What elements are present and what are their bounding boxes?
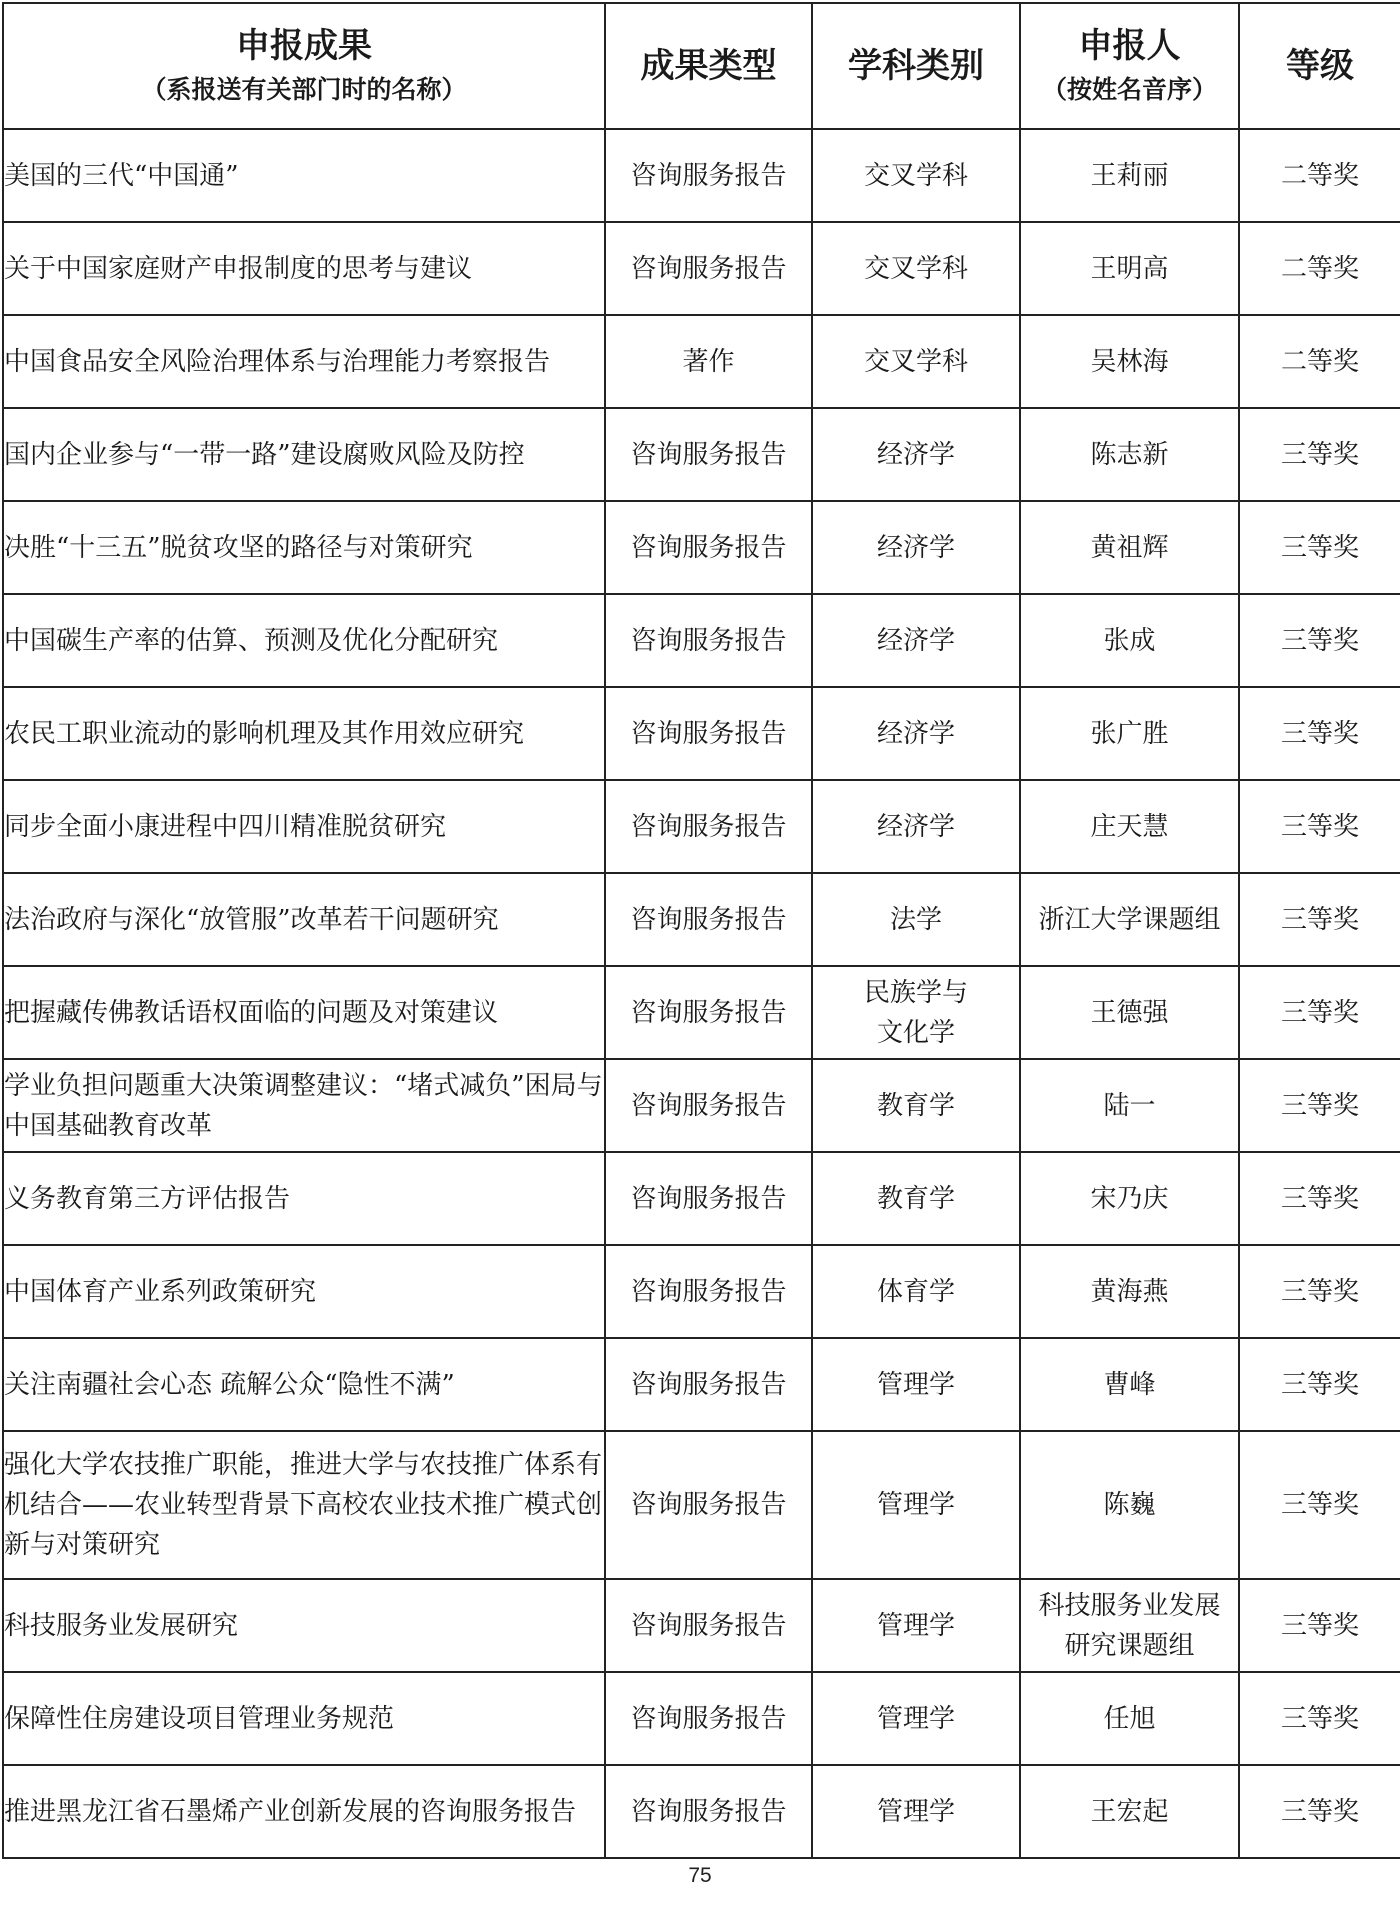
table-row: [3, 501, 1400, 594]
table-row: [3, 1059, 1400, 1152]
header-applicant-main: 申报人: [1078, 26, 1181, 66]
page-number: 75: [688, 1864, 712, 1887]
table-row: [3, 1152, 1400, 1245]
cell-title: 科技服务业发展研究: [3, 1579, 605, 1672]
cell-level: 三等奖: [1239, 966, 1400, 1059]
header-title-sub: （系报送有关部门时的名称）: [141, 75, 467, 104]
cell-applicant: 吴林海: [1020, 315, 1239, 408]
table-row: [3, 1245, 1400, 1338]
table-row: [3, 780, 1400, 873]
cell-applicant: 陆一: [1020, 1059, 1239, 1152]
cell-title: 国内企业参与“一带一路”建设腐败风险及防控: [3, 408, 605, 501]
cell-title: 保障性住房建设项目管理业务规范: [3, 1672, 605, 1765]
cell-level: 三等奖: [1239, 1059, 1400, 1152]
cell-type: 咨询服务报告: [605, 222, 812, 315]
header-type: [605, 3, 812, 129]
cell-type: 咨询服务报告: [605, 873, 812, 966]
cell-type: 咨询服务报告: [605, 1672, 812, 1765]
table-row: [3, 1765, 1400, 1858]
cell-level: 三等奖: [1239, 408, 1400, 501]
cell-discipline: 经济学: [812, 687, 1020, 780]
cell-discipline: 管理学: [812, 1338, 1020, 1431]
cell-discipline: 交叉学科: [812, 129, 1020, 222]
header-applicant: [1020, 3, 1239, 129]
cell-discipline: 交叉学科: [812, 315, 1020, 408]
cell-title: 法治政府与深化“放管服”改革若干问题研究: [3, 873, 605, 966]
cell-applicant: 庄天慧: [1020, 780, 1239, 873]
cell-title: 关注南疆社会心态 疏解公众“隐性不满”: [3, 1338, 605, 1431]
cell-applicant: 王莉丽: [1020, 129, 1239, 222]
table-row: [3, 1672, 1400, 1765]
table-row: [3, 594, 1400, 687]
header-title: [3, 3, 605, 129]
cell-applicant: 黄祖辉: [1020, 501, 1239, 594]
cell-discipline: 教育学: [812, 1152, 1020, 1245]
cell-type: 咨询服务报告: [605, 1579, 812, 1672]
cell-discipline: 经济学: [812, 408, 1020, 501]
table-row: [3, 966, 1400, 1059]
cell-title: 美国的三代“中国通”: [3, 129, 605, 222]
table-row: [3, 1338, 1400, 1431]
table-body: [3, 129, 1400, 1858]
cell-discipline: 管理学: [812, 1672, 1020, 1765]
cell-level: 三等奖: [1239, 1672, 1400, 1765]
cell-level: 三等奖: [1239, 1338, 1400, 1431]
cell-level: 三等奖: [1239, 1765, 1400, 1858]
cell-level: 三等奖: [1239, 594, 1400, 687]
cell-applicant: 张广胜: [1020, 687, 1239, 780]
table-header: [3, 3, 1400, 129]
cell-applicant: 王德强: [1020, 966, 1239, 1059]
cell-title: 中国食品安全风险治理体系与治理能力考察报告: [3, 315, 605, 408]
cell-title: 农民工职业流动的影响机理及其作用效应研究: [3, 687, 605, 780]
cell-discipline: 法学: [812, 873, 1020, 966]
table-row: [3, 1579, 1400, 1672]
cell-applicant: 陈巍: [1020, 1431, 1239, 1579]
cell-applicant: 任旭: [1020, 1672, 1239, 1765]
cell-type: 咨询服务报告: [605, 1245, 812, 1338]
cell-type: 咨询服务报告: [605, 1059, 812, 1152]
cell-level: 三等奖: [1239, 1245, 1400, 1338]
cell-applicant: 浙江大学课题组: [1020, 873, 1239, 966]
cell-level: 三等奖: [1239, 687, 1400, 780]
cell-type: 咨询服务报告: [605, 1152, 812, 1245]
table-row: [3, 408, 1400, 501]
cell-discipline: 民族学与文化学: [812, 966, 1020, 1059]
cell-type: 咨询服务报告: [605, 687, 812, 780]
cell-discipline: 教育学: [812, 1059, 1020, 1152]
cell-applicant: 张成: [1020, 594, 1239, 687]
cell-applicant: 王宏起: [1020, 1765, 1239, 1858]
cell-level: 三等奖: [1239, 1152, 1400, 1245]
cell-applicant: 陈志新: [1020, 408, 1239, 501]
cell-level: 三等奖: [1239, 780, 1400, 873]
cell-type: 咨询服务报告: [605, 966, 812, 1059]
header-level: [1239, 3, 1400, 129]
cell-type: 著作: [605, 315, 812, 408]
table-row: [3, 1431, 1400, 1579]
cell-title: 中国碳生产率的估算、预测及优化分配研究: [3, 594, 605, 687]
cell-type: 咨询服务报告: [605, 1338, 812, 1431]
cell-discipline: 经济学: [812, 780, 1020, 873]
cell-discipline: 体育学: [812, 1245, 1020, 1338]
header-level-label: 等级: [1286, 46, 1354, 86]
header-title-main: 申报成果: [236, 26, 372, 66]
header-applicant-sub: （按姓名音序）: [1041, 75, 1217, 104]
cell-level: 三等奖: [1239, 1431, 1400, 1579]
cell-type: 咨询服务报告: [605, 501, 812, 594]
cell-type: 咨询服务报告: [605, 408, 812, 501]
cell-level: 三等奖: [1239, 501, 1400, 594]
table-row: [3, 222, 1400, 315]
cell-level: 二等奖: [1239, 222, 1400, 315]
cell-title: 把握藏传佛教话语权面临的问题及对策建议: [3, 966, 605, 1059]
header-discipline: [812, 3, 1020, 129]
cell-level: 二等奖: [1239, 129, 1400, 222]
table-row: [3, 129, 1400, 222]
cell-type: 咨询服务报告: [605, 1765, 812, 1858]
cell-applicant: 科技服务业发展研究课题组: [1020, 1579, 1239, 1672]
cell-discipline: 管理学: [812, 1765, 1020, 1858]
cell-level: 三等奖: [1239, 873, 1400, 966]
cell-type: 咨询服务报告: [605, 780, 812, 873]
cell-discipline: 经济学: [812, 594, 1020, 687]
cell-applicant: 黄海燕: [1020, 1245, 1239, 1338]
cell-discipline: 经济学: [812, 501, 1020, 594]
awards-table: [2, 2, 1400, 1859]
cell-discipline: 管理学: [812, 1431, 1020, 1579]
cell-discipline: 管理学: [812, 1579, 1020, 1672]
cell-discipline: 交叉学科: [812, 222, 1020, 315]
cell-title: 同步全面小康进程中四川精准脱贫研究: [3, 780, 605, 873]
cell-title: 中国体育产业系列政策研究: [3, 1245, 605, 1338]
table-row: [3, 687, 1400, 780]
cell-type: 咨询服务报告: [605, 1431, 812, 1579]
cell-title: 关于中国家庭财产申报制度的思考与建议: [3, 222, 605, 315]
table-row: [3, 315, 1400, 408]
cell-title: 义务教育第三方评估报告: [3, 1152, 605, 1245]
cell-title: 强化大学农技推广职能，推进大学与农技推广体系有机结合——农业转型背景下高校农业技术推广模式创新与对策研究: [3, 1431, 605, 1579]
cell-applicant: 曹峰: [1020, 1338, 1239, 1431]
cell-title: 决胜“十三五”脱贫攻坚的路径与对策研究: [3, 501, 605, 594]
cell-title: 推进黑龙江省石墨烯产业创新发展的咨询服务报告: [3, 1765, 605, 1858]
cell-type: 咨询服务报告: [605, 129, 812, 222]
header-discipline-label: 学科类别: [848, 46, 984, 86]
cell-title: 学业负担问题重大决策调整建议：“堵式减负”困局与中国基础教育改革: [3, 1059, 605, 1152]
cell-applicant: 宋乃庆: [1020, 1152, 1239, 1245]
table-row: [3, 873, 1400, 966]
cell-applicant: 王明高: [1020, 222, 1239, 315]
header-type-label: 成果类型: [640, 46, 777, 86]
cell-level: 三等奖: [1239, 1579, 1400, 1672]
cell-level: 二等奖: [1239, 315, 1400, 408]
cell-type: 咨询服务报告: [605, 594, 812, 687]
